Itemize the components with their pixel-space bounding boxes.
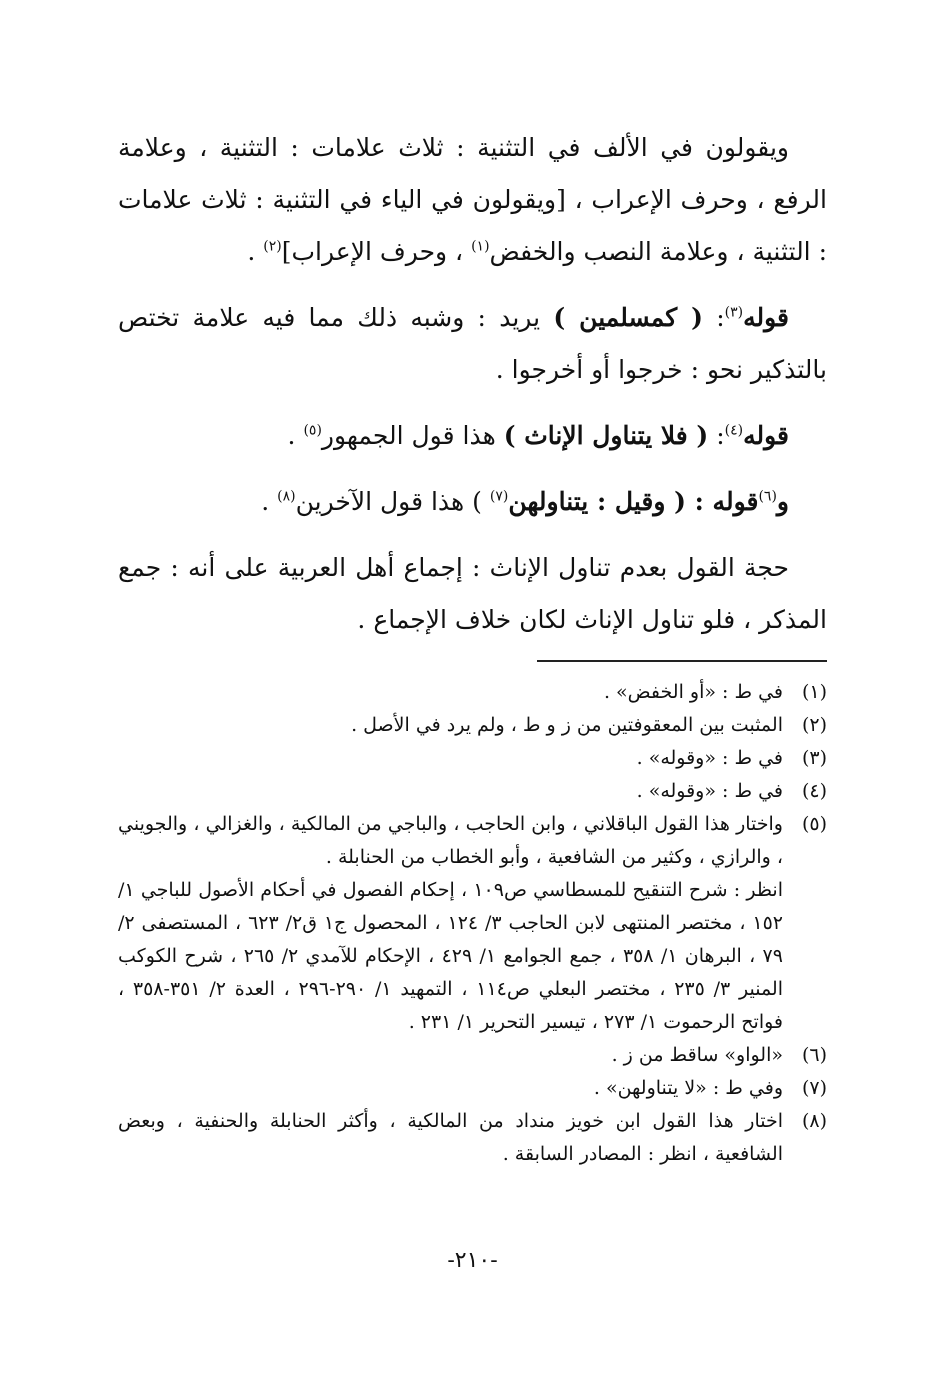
footnote-1	[118, 676, 827, 709]
paragraph-1-line-1: ويقولون في الألف في التثنية : ثلاث علامات : التثنية ، وعلامة الرفع ،	[118, 133, 827, 214]
paragraph-3-colon: :	[708, 421, 725, 450]
footnote-4	[118, 775, 827, 808]
footnote-number: (٤)	[801, 780, 827, 802]
paragraph-3-quote: ( فلا يتناول الإناث )	[503, 421, 709, 450]
paragraph-2	[118, 292, 827, 396]
footnote-2	[118, 709, 827, 742]
paragraph-1-end: .	[247, 237, 264, 266]
page-number: -٢١٠-	[447, 1248, 498, 1273]
paragraph-2-lead: قوله	[743, 303, 790, 332]
paragraph-4-prefix: و	[776, 487, 789, 516]
footnote-number: (٣)	[801, 747, 827, 769]
footnote-3	[118, 742, 827, 775]
footnote-ref-8[interactable]: (٨)	[277, 488, 296, 505]
paragraph-2-quote: ( كمسلمين )	[553, 303, 703, 332]
paragraph-1	[118, 122, 827, 278]
footnote-text: المثبت بين المعقوفتين من ز و ط ، ولم يرد في الأصل .	[351, 714, 783, 736]
paragraph-4	[118, 476, 827, 528]
paragraph-2-text: يريد : وشبه ذلك مما فيه علامة تختص بالتذكير نحو : خرجوا أو أخرجوا .	[118, 303, 827, 384]
paragraph-5	[118, 542, 827, 646]
footnote-ref-6[interactable]: (٦)	[758, 488, 777, 505]
footnote-7	[118, 1072, 827, 1105]
footnote-text: في ط : «وقوله» .	[636, 780, 783, 802]
footnote-ref-7[interactable]: (٧)	[489, 488, 509, 505]
footnote-number: (٧)	[801, 1077, 827, 1099]
paragraph-1-line-2: وحرف الإعراب ، [ويقولون في الياء في التثنية : ثلاث علامات : التثنية ،	[118, 185, 827, 266]
footnote-ref-1[interactable]: (١)	[471, 238, 490, 255]
paragraph-5-text: حجة القول بعدم تناول الإناث : إجماع أهل العربية على أنه : جمع المذكر ، فلو تناول الإناث لكان خلاف الإجماع .	[118, 553, 827, 634]
footnote-8	[118, 1105, 827, 1171]
footnote-6	[118, 1039, 827, 1072]
footnote-text: في ط : «أو الخفض» .	[603, 681, 783, 703]
paragraph-4-lead: قوله : ( وقيل : يتناولهن	[508, 487, 759, 516]
footnote-separator	[537, 660, 827, 662]
footnote-number: (١)	[801, 681, 827, 703]
footnote-number: (٦)	[801, 1044, 827, 1066]
footnote-text: في ط : «وقوله» .	[636, 747, 783, 769]
paragraph-2-colon: :	[702, 303, 725, 332]
paragraph-4-text: ) هذا قول الآخرين	[295, 487, 490, 516]
footnote-number: (٥)	[801, 813, 827, 835]
footnote-text: «الواو» ساقط من ز .	[611, 1044, 783, 1066]
footnote-text: وفي ط : «لا يتناولهن» .	[593, 1077, 783, 1099]
paragraph-1-line-3: وعلامة النصب والخفض	[489, 237, 729, 266]
paragraph-3	[118, 410, 827, 462]
footnote-text: اختار هذا القول ابن خويز منداد من المالكية ، وأكثر الحنابلة والحنفية ، وبعض الشافعية ، انظر : المصادر السابقة .	[118, 1110, 783, 1165]
paragraph-1-continuation: ، وحرف الإعراب]	[281, 237, 472, 266]
paragraph-3-end: .	[287, 421, 304, 450]
footnote-body	[118, 808, 783, 1039]
paragraph-4-end: .	[261, 487, 278, 516]
paragraph-3-lead: قوله	[743, 421, 789, 450]
footnote-number: (٨)	[801, 1110, 827, 1132]
footnote-text: واختار هذا القول الباقلاني ، وابن الحاجب ، والباجي من المالكية ، والغزالي ، والجويني ، والرازي ، وكثير من الشافعية ، وأبو الخطاب من الحنابلة .	[118, 813, 783, 868]
footnote-ref-2[interactable]: (٢)	[263, 238, 282, 255]
footnote-number: (٢)	[801, 714, 827, 736]
footnote-ref-5[interactable]: (٥)	[303, 422, 322, 439]
footnote-5	[118, 808, 827, 1039]
footnote-ref-4[interactable]: (٤)	[724, 422, 744, 439]
paragraph-3-text: هذا قول الجمهور	[321, 421, 504, 450]
footnote-references: انظر : شرح التنقيح للمسطاسي ص١٠٩ ، إحكام الفصول في أحكام الأصول للباجي ١/ ١٥٢ ، مختصر المنتهى لابن الحاجب ٣/ ١٢٤ ، المحصول ج١ ق٢/ ٦٢٣ ، المستصفى ٢/ ٧٩ ، البرهان ١/ ٣٥٨ ، جمع الجوامع ١/ ٤٢٩ ، الإحكام للآمدي ٢/ ٢٦٥ ، شرح الكوكب المنير ٣/ ٢٣٥ ، مختصر البعلي ص١١٤ ، التمهيد ١/ ٢٩٠-٢٩٦ ، العدة ٢/ ٣٥١-٣٥٨ ، فواتح الرحموت ١/ ٢٧٣ ، تيسير التحرير ١/ ٢٣١ .	[118, 879, 783, 1033]
footnote-ref-3[interactable]: (٣)	[724, 304, 744, 321]
footnotes	[118, 676, 827, 1171]
